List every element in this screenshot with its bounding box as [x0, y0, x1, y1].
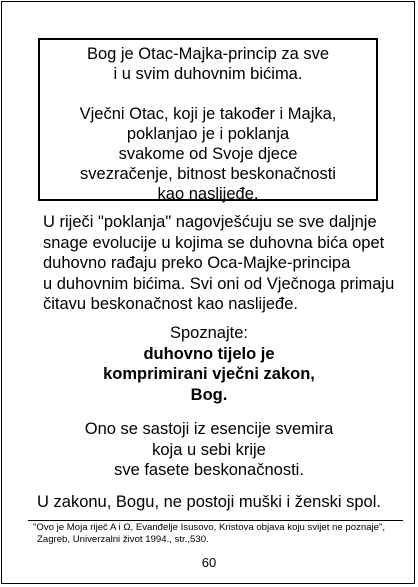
footnote-divider [28, 520, 403, 521]
spoznajte-block [0, 323, 418, 405]
footnote-line: Zagreb, Univerzalni život 1994., str.,530. [37, 534, 209, 545]
box-line: Bog je Otac-Majka-princip za sve [86, 45, 330, 63]
footnote-line: "Ovo je Moja riječ A i Ω, Evanđelje Isusovo, Kristova objava koju svijet ne poznaje", [33, 522, 386, 533]
bold-statement-line: Bog. [190, 385, 228, 404]
paragraph-line: čitavu beskonačnost kao naslijeđe. [43, 295, 298, 313]
body-paragraph [43, 212, 403, 315]
box-line: poklanjao je i poklanja [126, 125, 290, 143]
essence-line: sve fasete beskonačnosti. [114, 461, 304, 479]
law-line: U zakonu, Bogu, ne postoji muški i ženski spol. [37, 493, 381, 511]
footnote [33, 522, 413, 546]
framed-quote-box [38, 38, 378, 201]
essence-block [0, 419, 418, 481]
box-line: svakome od Svoje djece [118, 145, 298, 163]
paragraph-line: U riječi "poklanja" nagovješćuju se sve daljnje [43, 213, 377, 231]
bold-statement-line: komprimirani vječni zakon, [103, 365, 315, 383]
box-line: i u svim duhovnim bićima. [113, 65, 303, 83]
paragraph-line: duhovno rađaju preko Oca-Majke-principa [43, 254, 351, 272]
box-line: kao naslijeđe. [157, 185, 259, 203]
essence-line: koja u sebi krije [152, 440, 266, 459]
box-line: svezračenje, bitnost beskonačnosti [80, 165, 336, 183]
spoznajte-intro: Spoznajte: [170, 324, 248, 342]
paragraph-line: snage evolucije u kojima se duhovna bića opet [43, 233, 385, 252]
essence-line: Ono se sastoji iz esencije svemira [84, 420, 334, 438]
page-number: 60 [201, 555, 217, 570]
law-statement [0, 492, 418, 513]
bold-statement-line: duhovno tijelo je [143, 344, 275, 363]
paragraph-line: u duhovnim bićima. Svi oni od Vječnoga primaju [43, 274, 395, 293]
box-line: Vječni Otac, koji je također i Majka, [79, 105, 337, 123]
